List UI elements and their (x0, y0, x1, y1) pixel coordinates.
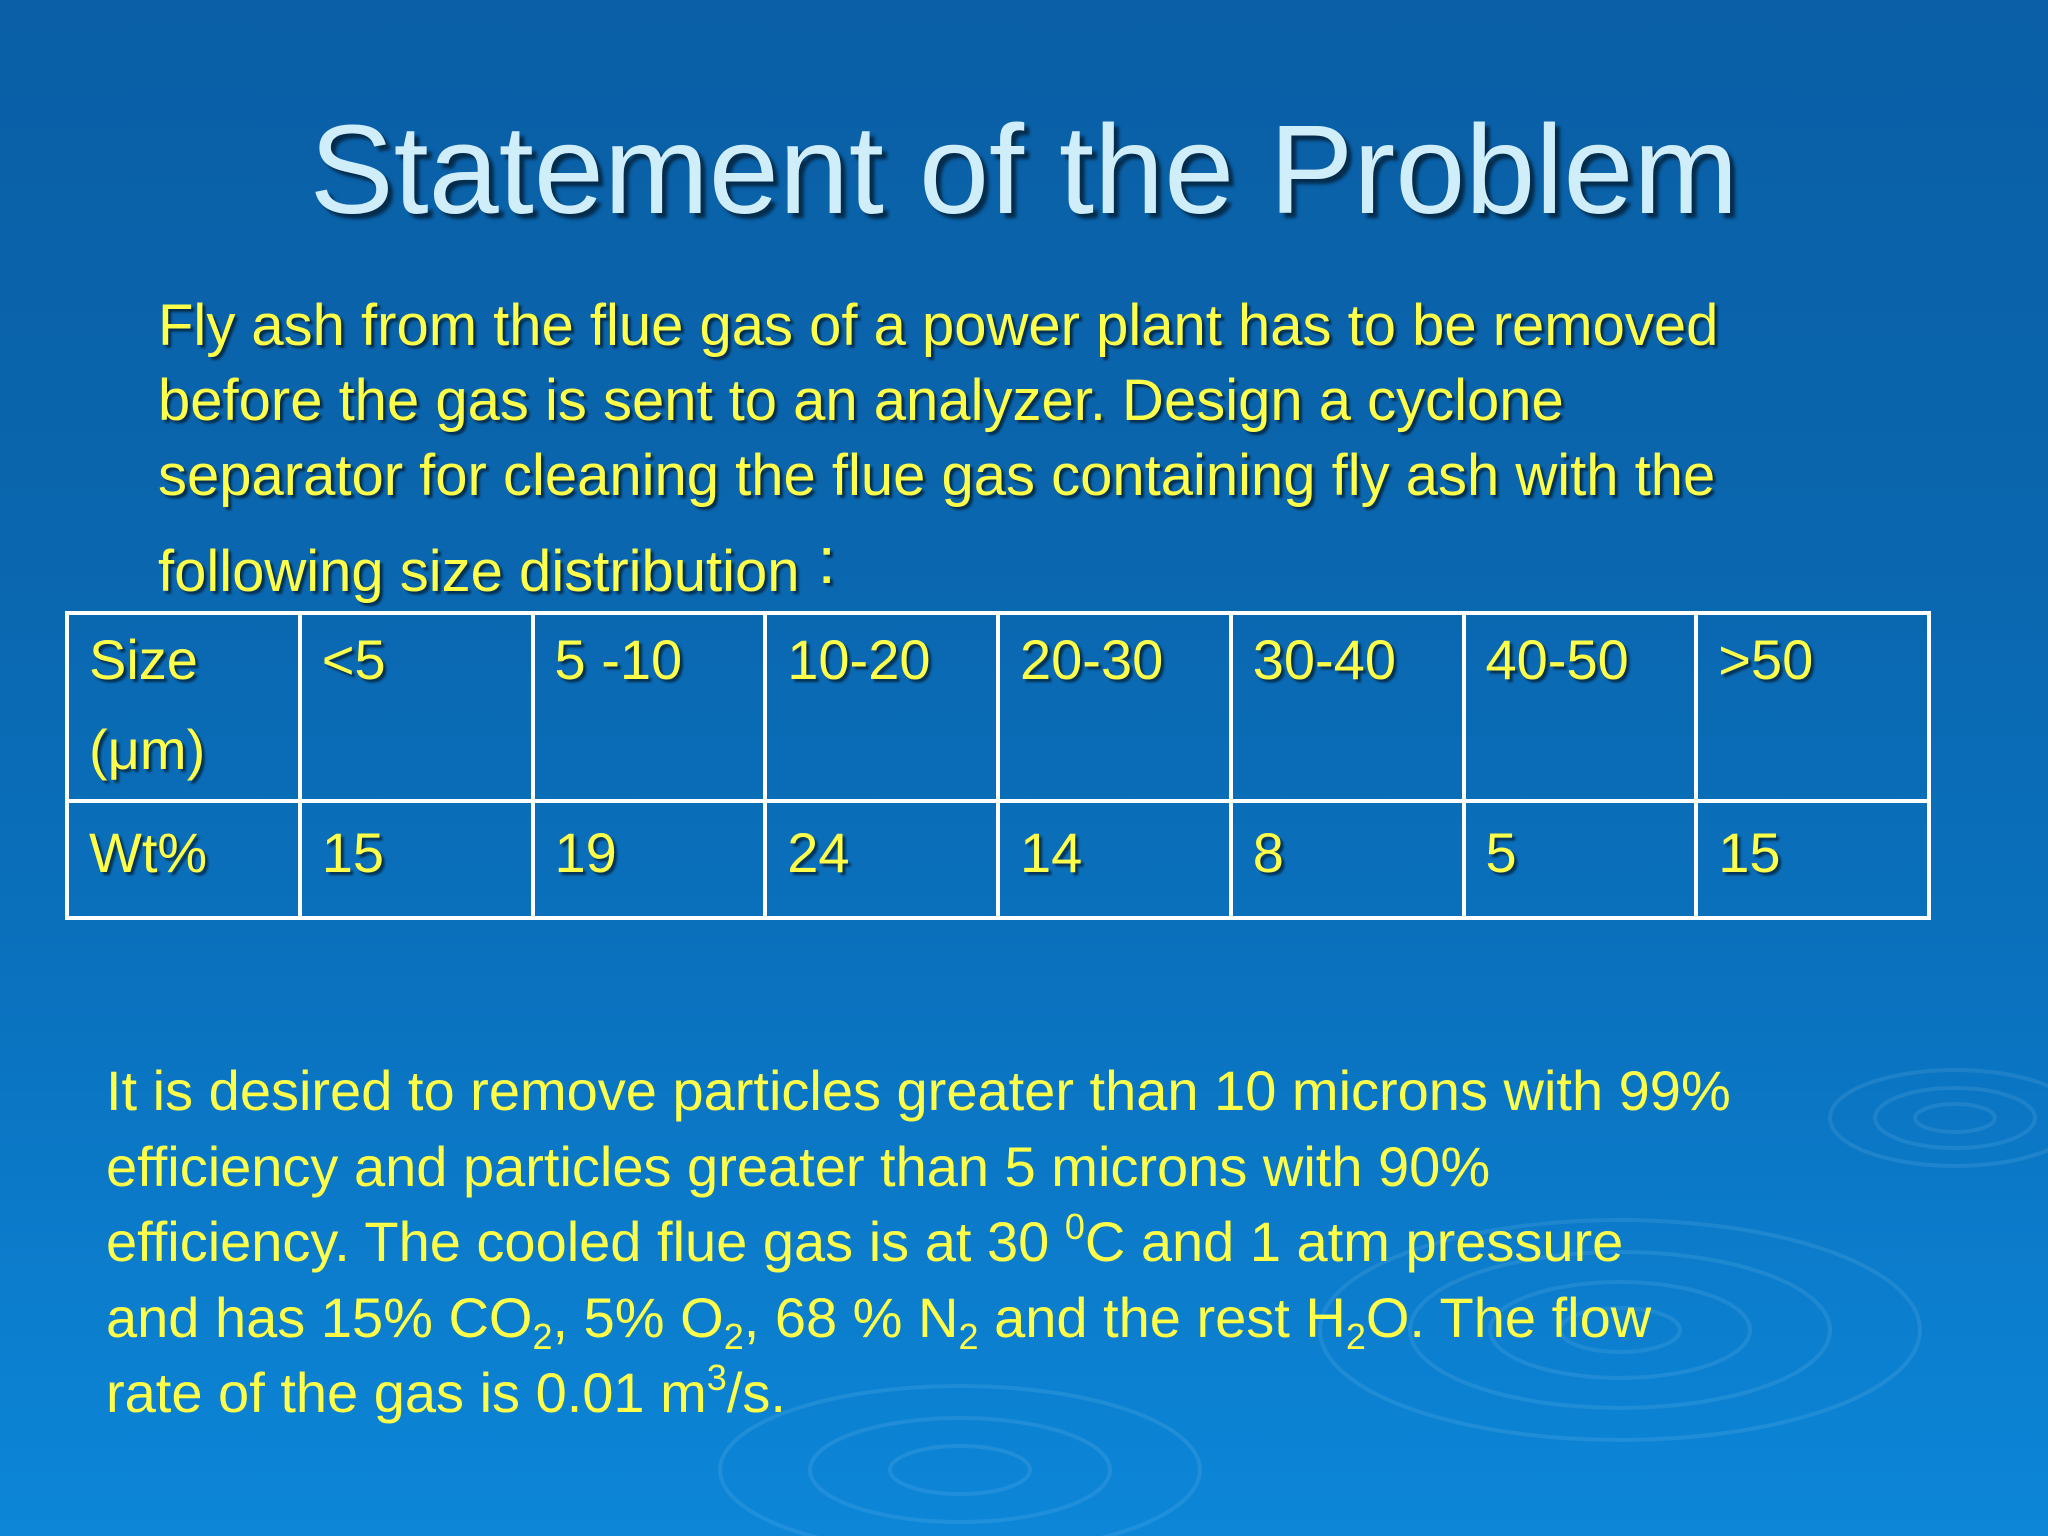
intro-line: Fly ash from the flue gas of a power plant has to be removed (158, 293, 1719, 358)
size-cell: 20-30 (998, 613, 1231, 801)
text-run: and the rest H (978, 1285, 1346, 1349)
weight-cell: 24 (765, 801, 998, 918)
weight-cell: 15 (1696, 801, 1929, 918)
size-cell: 40-50 (1464, 613, 1697, 801)
subscript: 2 (1345, 1315, 1366, 1357)
size-cell: 10-20 (765, 613, 998, 801)
intro-paragraph (158, 288, 1938, 609)
requirements-paragraph (106, 1053, 1986, 1431)
paragraph-line: efficiency and particles greater than 5 microns with 90% (106, 1134, 1491, 1198)
intro-line-last (158, 523, 1938, 609)
weight-cell: 8 (1231, 801, 1464, 918)
weight-cell: 19 (533, 801, 766, 918)
weight-cell: 5 (1464, 801, 1697, 918)
size-cell: >50 (1696, 613, 1929, 801)
size-cell: 5 -10 (533, 613, 766, 801)
subscript: 2 (532, 1315, 553, 1357)
text-run: C and 1 atm pressure (1084, 1210, 1624, 1273)
intro-line: before the gas is sent to an analyzer. Design a cyclone (158, 368, 1564, 433)
text-run: /s. (726, 1361, 786, 1424)
size-header-label: Size (89, 628, 198, 691)
text-run: , 68 % N (743, 1285, 959, 1349)
size-distribution-table (65, 611, 1931, 920)
size-header-unit: (μm) (89, 718, 206, 781)
text-run: and has 15% CO (106, 1285, 533, 1349)
text-run: , 5% O (552, 1285, 724, 1349)
size-cell: <5 (300, 613, 533, 801)
subscript: 2 (723, 1315, 744, 1357)
paragraph-line: It is desired to remove particles greater than 10 microns with 99% (106, 1059, 1731, 1122)
superscript: 0 (1064, 1206, 1085, 1247)
weight-header-cell: Wt% (67, 801, 300, 918)
weight-cell: 15 (300, 801, 533, 918)
paragraph-line (106, 1280, 1986, 1356)
intro-colon: : (817, 523, 836, 597)
paragraph-line (106, 1355, 1986, 1431)
size-header-cell (67, 613, 300, 801)
slide-title: Statement of the Problem (309, 99, 1739, 240)
subscript: 2 (958, 1315, 979, 1357)
size-row (67, 613, 1929, 801)
intro-line-text: following size distribution (158, 539, 800, 604)
text-run: O. The flow (1365, 1285, 1652, 1349)
text-run: rate of the gas is 0.01 m (106, 1361, 707, 1424)
weight-row (67, 801, 1929, 918)
size-cell: 30-40 (1231, 613, 1464, 801)
intro-line: separator for cleaning the flue gas containing fly ash with the (158, 443, 1716, 508)
text-run: efficiency. The cooled flue gas is at 30 (106, 1210, 1065, 1273)
paragraph-line (106, 1204, 1986, 1280)
superscript: 3 (706, 1357, 727, 1398)
weight-cell: 14 (998, 801, 1231, 918)
